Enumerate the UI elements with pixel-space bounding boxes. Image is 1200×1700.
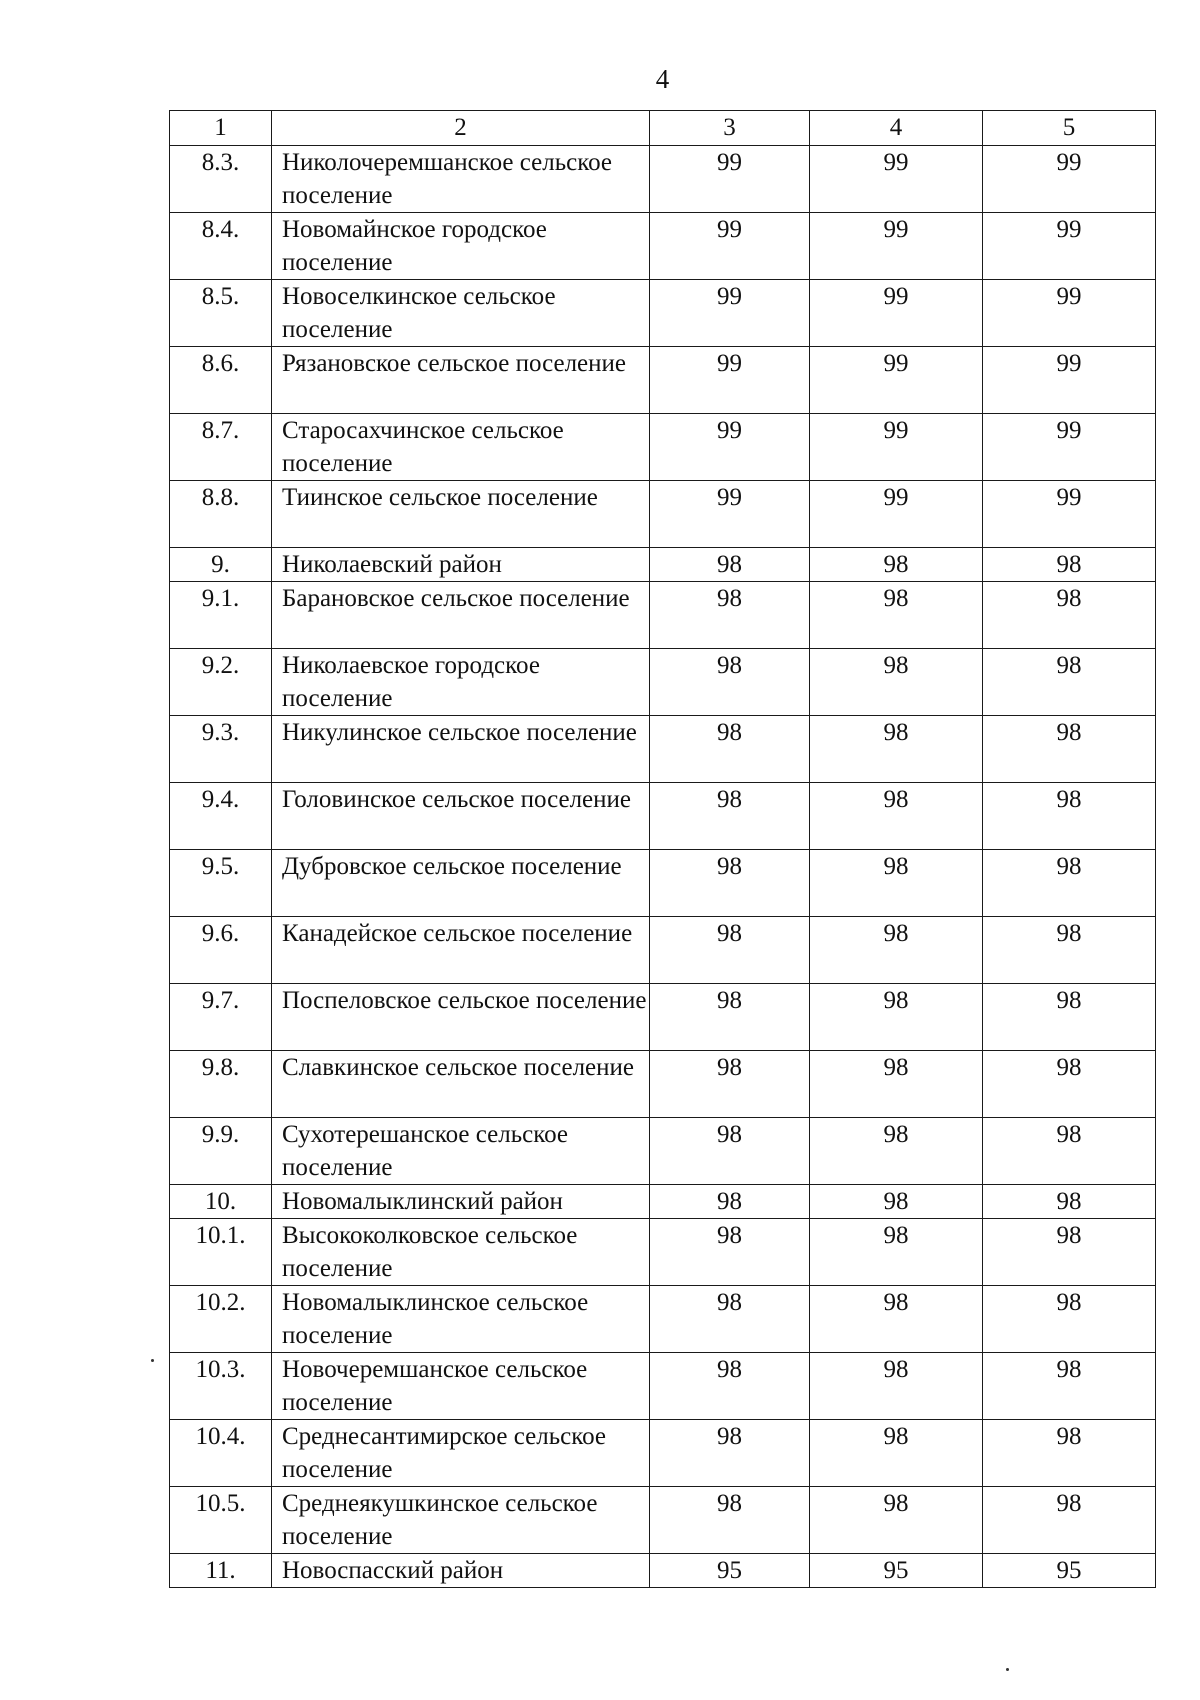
row-value-col3: 98 — [650, 1219, 810, 1286]
table-row — [170, 582, 1156, 649]
row-value-col3: 99 — [650, 146, 810, 213]
row-name: Среднеякушкинское сельское поселение — [272, 1487, 650, 1554]
row-name: Рязановское сельское поселение — [272, 347, 650, 414]
row-number: 8.6. — [170, 347, 272, 414]
table-row — [170, 783, 1156, 850]
table-row — [170, 548, 1156, 582]
row-value-col3: 99 — [650, 213, 810, 280]
row-value-col5: 99 — [983, 414, 1156, 481]
row-number: 8.8. — [170, 481, 272, 548]
row-name: Новочеремшанское сельское поселение — [272, 1353, 650, 1420]
row-name: Барановское сельское поселение — [272, 582, 650, 649]
row-value-col5: 98 — [983, 1051, 1156, 1118]
row-number: 9.5. — [170, 850, 272, 917]
table-row — [170, 716, 1156, 783]
row-number: 9.9. — [170, 1118, 272, 1185]
table-row — [170, 1219, 1156, 1286]
row-value-col3: 98 — [650, 1051, 810, 1118]
row-value-col5: 98 — [983, 548, 1156, 582]
row-name: Новомайнское городское поселение — [272, 213, 650, 280]
row-name: Николаевский район — [272, 548, 650, 582]
row-value-col4: 98 — [810, 548, 983, 582]
row-value-col5: 98 — [983, 1487, 1156, 1554]
table-row — [170, 850, 1156, 917]
row-value-col4: 98 — [810, 1185, 983, 1219]
row-value-col5: 98 — [983, 716, 1156, 783]
header-cell-5: 5 — [983, 111, 1156, 146]
table-row — [170, 1185, 1156, 1219]
row-value-col3: 98 — [650, 548, 810, 582]
row-number: 10.4. — [170, 1420, 272, 1487]
table-row — [170, 1286, 1156, 1353]
row-name: Канадейское сельское поселение — [272, 917, 650, 984]
header-cell-4: 4 — [810, 111, 983, 146]
row-name: Новомалыклинское сельское поселение — [272, 1286, 650, 1353]
table-row — [170, 280, 1156, 347]
row-value-col3: 98 — [650, 716, 810, 783]
row-value-col3: 98 — [650, 850, 810, 917]
row-value-col3: 98 — [650, 984, 810, 1051]
row-value-col5: 99 — [983, 280, 1156, 347]
row-name: Славкинское сельское поселение — [272, 1051, 650, 1118]
row-value-col4: 98 — [810, 582, 983, 649]
row-name: Новоселкинское сельское поселение — [272, 280, 650, 347]
table-row — [170, 1420, 1156, 1487]
row-name: Головинское сельское поселение — [272, 783, 650, 850]
row-value-col4: 98 — [810, 1219, 983, 1286]
row-value-col5: 98 — [983, 649, 1156, 716]
table-row — [170, 1554, 1156, 1588]
row-name: Тиинское сельское поселение — [272, 481, 650, 548]
row-name: Среднесантимирское сельское поселение — [272, 1420, 650, 1487]
row-value-col5: 98 — [983, 582, 1156, 649]
row-number: 11. — [170, 1554, 272, 1588]
row-value-col4: 98 — [810, 984, 983, 1051]
row-value-col5: 98 — [983, 783, 1156, 850]
row-value-col3: 99 — [650, 280, 810, 347]
row-value-col4: 99 — [810, 280, 983, 347]
row-number: 10.2. — [170, 1286, 272, 1353]
row-number: 9.7. — [170, 984, 272, 1051]
row-value-col4: 99 — [810, 414, 983, 481]
row-value-col5: 98 — [983, 850, 1156, 917]
row-value-col5: 98 — [983, 1353, 1156, 1420]
row-number: 10. — [170, 1185, 272, 1219]
row-name: Николаевское городское поселение — [272, 649, 650, 716]
row-value-col4: 98 — [810, 1051, 983, 1118]
table-row — [170, 1353, 1156, 1420]
row-number: 10.1. — [170, 1219, 272, 1286]
row-value-col4: 98 — [810, 917, 983, 984]
row-value-col4: 98 — [810, 1353, 983, 1420]
table-row — [170, 649, 1156, 716]
row-number: 8.3. — [170, 146, 272, 213]
row-value-col3: 98 — [650, 917, 810, 984]
row-value-col4: 98 — [810, 1487, 983, 1554]
row-value-col5: 95 — [983, 1554, 1156, 1588]
row-number: 9.8. — [170, 1051, 272, 1118]
header-cell-2: 2 — [272, 111, 650, 146]
table-row — [170, 1118, 1156, 1185]
row-value-col3: 98 — [650, 1286, 810, 1353]
row-number: 9.4. — [170, 783, 272, 850]
row-value-col5: 98 — [983, 984, 1156, 1051]
row-value-col4: 99 — [810, 213, 983, 280]
table-row — [170, 481, 1156, 548]
table-row — [170, 1487, 1156, 1554]
row-value-col4: 98 — [810, 850, 983, 917]
page-number: 4 — [655, 64, 670, 94]
row-number: 8.5. — [170, 280, 272, 347]
row-value-col4: 98 — [810, 783, 983, 850]
row-name: Старосахчинское сельское поселение — [272, 414, 650, 481]
row-number: 9.3. — [170, 716, 272, 783]
row-value-col3: 98 — [650, 783, 810, 850]
row-number: 10.5. — [170, 1487, 272, 1554]
row-value-col3: 98 — [650, 1185, 810, 1219]
table-row — [170, 414, 1156, 481]
row-value-col4: 99 — [810, 146, 983, 213]
scan-speck — [151, 1359, 154, 1362]
table-row — [170, 347, 1156, 414]
row-value-col5: 98 — [983, 1286, 1156, 1353]
row-value-col4: 98 — [810, 1286, 983, 1353]
row-number: 10.3. — [170, 1353, 272, 1420]
row-value-col3: 98 — [650, 1118, 810, 1185]
row-value-col5: 99 — [983, 347, 1156, 414]
row-name: Новоспасский район — [272, 1554, 650, 1588]
header-cell-1: 1 — [170, 111, 272, 146]
row-number: 9.1. — [170, 582, 272, 649]
row-value-col4: 98 — [810, 1118, 983, 1185]
row-value-col5: 98 — [983, 1420, 1156, 1487]
row-value-col4: 95 — [810, 1554, 983, 1588]
row-name: Дубровское сельское поселение — [272, 850, 650, 917]
row-name: Сухотерешанское сельское поселение — [272, 1118, 650, 1185]
table-header-row — [170, 111, 1156, 146]
row-value-col5: 99 — [983, 213, 1156, 280]
table-body — [170, 146, 1156, 1588]
row-value-col5: 98 — [983, 1219, 1156, 1286]
row-name: Высококолковское сельское поселение — [272, 1219, 650, 1286]
header-cell-3: 3 — [650, 111, 810, 146]
row-name: Поспеловское сельское поселение — [272, 984, 650, 1051]
row-number: 8.4. — [170, 213, 272, 280]
row-number: 9.2. — [170, 649, 272, 716]
table-row — [170, 146, 1156, 213]
row-name: Никулинское сельское поселение — [272, 716, 650, 783]
row-number: 8.7. — [170, 414, 272, 481]
row-name: Николочеремшанское сельское поселение — [272, 146, 650, 213]
row-value-col3: 99 — [650, 414, 810, 481]
row-value-col5: 98 — [983, 917, 1156, 984]
row-number: 9.6. — [170, 917, 272, 984]
row-value-col3: 98 — [650, 649, 810, 716]
row-value-col5: 99 — [983, 481, 1156, 548]
table-row — [170, 213, 1156, 280]
row-value-col4: 99 — [810, 347, 983, 414]
scan-speck — [1006, 1668, 1009, 1671]
row-value-col3: 99 — [650, 481, 810, 548]
table-row — [170, 917, 1156, 984]
row-value-col5: 98 — [983, 1185, 1156, 1219]
table-header — [170, 111, 1156, 146]
row-value-col5: 98 — [983, 1118, 1156, 1185]
table-row — [170, 984, 1156, 1051]
row-value-col4: 98 — [810, 716, 983, 783]
row-value-col4: 98 — [810, 649, 983, 716]
row-value-col3: 98 — [650, 1487, 810, 1554]
row-value-col3: 98 — [650, 582, 810, 649]
table-row — [170, 1051, 1156, 1118]
row-value-col4: 98 — [810, 1420, 983, 1487]
row-value-col3: 95 — [650, 1554, 810, 1588]
row-value-col3: 98 — [650, 1353, 810, 1420]
row-value-col3: 98 — [650, 1420, 810, 1487]
row-number: 9. — [170, 548, 272, 582]
data-table — [169, 110, 1156, 1588]
row-value-col3: 99 — [650, 347, 810, 414]
row-value-col5: 99 — [983, 146, 1156, 213]
row-value-col4: 99 — [810, 481, 983, 548]
row-name: Новомалыклинский район — [272, 1185, 650, 1219]
